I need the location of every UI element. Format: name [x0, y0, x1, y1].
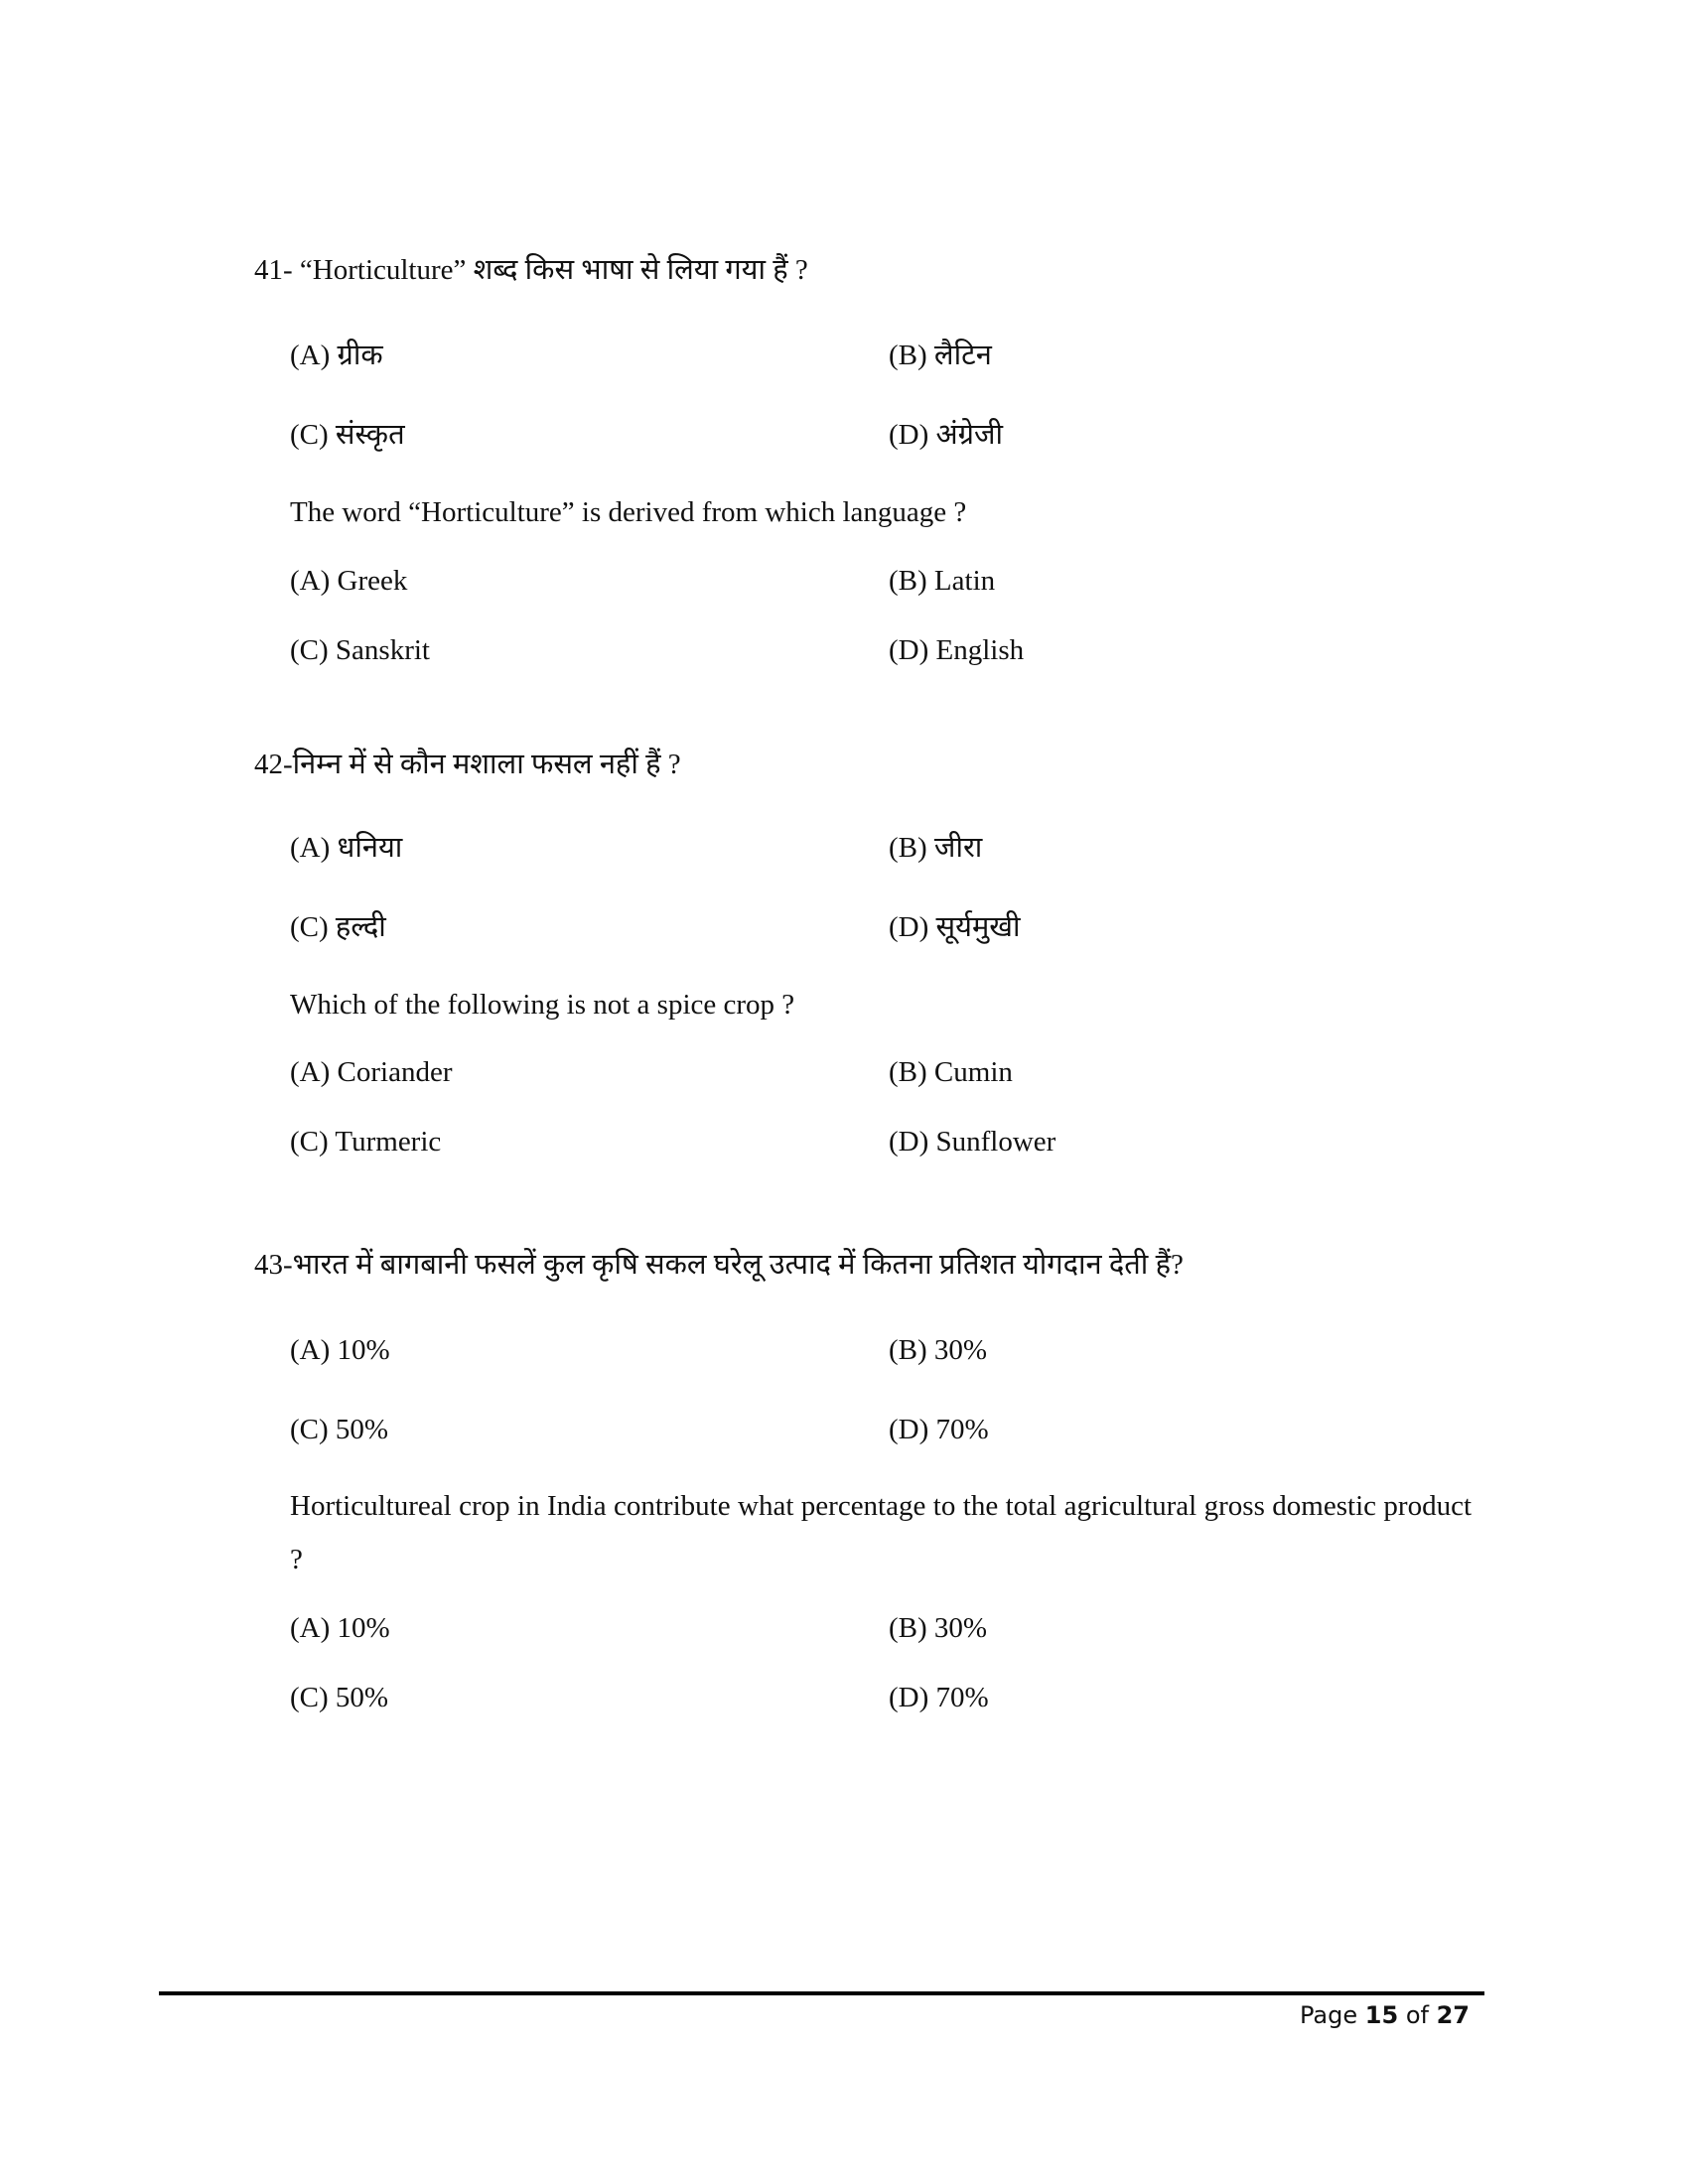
option-a-english: (A) 10% [290, 1612, 390, 1644]
option-a-english: (A) Greek [290, 565, 408, 597]
option-c-hindi: (C) हल्दी [290, 911, 386, 943]
question-text-hindi: भारत में बागबानी फसलें कुल कृषि सकल घरेलू उत्पाद में कितना प्रतिशत योगदान देती हैं? [292, 1249, 1184, 1281]
option-b-hindi: (B) लैटिन [889, 340, 992, 371]
option-c-english: (C) Turmeric [290, 1126, 442, 1158]
option-a-english: (A) Coriander [290, 1056, 453, 1088]
option-d-english: (D) 70% [889, 1682, 989, 1713]
page-number: Page 15 of 27 [1300, 2001, 1470, 2029]
question-43-hindi [254, 1247, 1184, 1283]
question-text-hindi: “Horticulture” शब्द किस भाषा से लिया गया हैं ? [299, 254, 808, 286]
option-a-hindi: (A) धनिया [290, 832, 403, 864]
question-41-english: The word “Horticulture” is derived from which language ? [290, 496, 967, 528]
option-b-english: (B) Cumin [889, 1056, 1013, 1088]
option-c-hindi: (C) संस्कृत [290, 419, 405, 451]
option-b-english: (B) 30% [889, 1612, 988, 1644]
question-number: 41- [254, 254, 293, 286]
question-42-english: Which of the following is not a spice crop ? [290, 989, 795, 1021]
option-d-hindi: (D) 70% [889, 1414, 989, 1445]
question-41-hindi [254, 252, 808, 288]
question-number: 42- [254, 749, 293, 780]
option-d-hindi: (D) अंग्रेजी [889, 419, 1004, 451]
option-c-english: (C) 50% [290, 1682, 389, 1713]
option-b-english: (B) Latin [889, 565, 996, 597]
option-d-english: (D) English [889, 634, 1025, 666]
option-c-english: (C) Sanskrit [290, 634, 430, 666]
option-b-hindi: (B) जीरा [889, 832, 983, 864]
option-d-english: (D) Sunflower [889, 1126, 1056, 1158]
option-b-hindi: (B) 30% [889, 1334, 988, 1366]
question-42-hindi [254, 747, 681, 782]
question-text-hindi: निम्न में से कौन मशाला फसल नहीं हैं ? [292, 749, 681, 780]
option-a-hindi: (A) ग्रीक [290, 340, 383, 371]
option-c-hindi: (C) 50% [290, 1414, 389, 1445]
footer-divider [159, 1991, 1484, 1995]
question-number: 43- [254, 1249, 293, 1281]
option-a-hindi: (A) 10% [290, 1334, 390, 1366]
option-d-hindi: (D) सूर्यमुखी [889, 911, 1021, 943]
question-43-english: Horticultureal crop in India contribute what percentage to the total agricultural gross domestic product ? [290, 1490, 1472, 1575]
